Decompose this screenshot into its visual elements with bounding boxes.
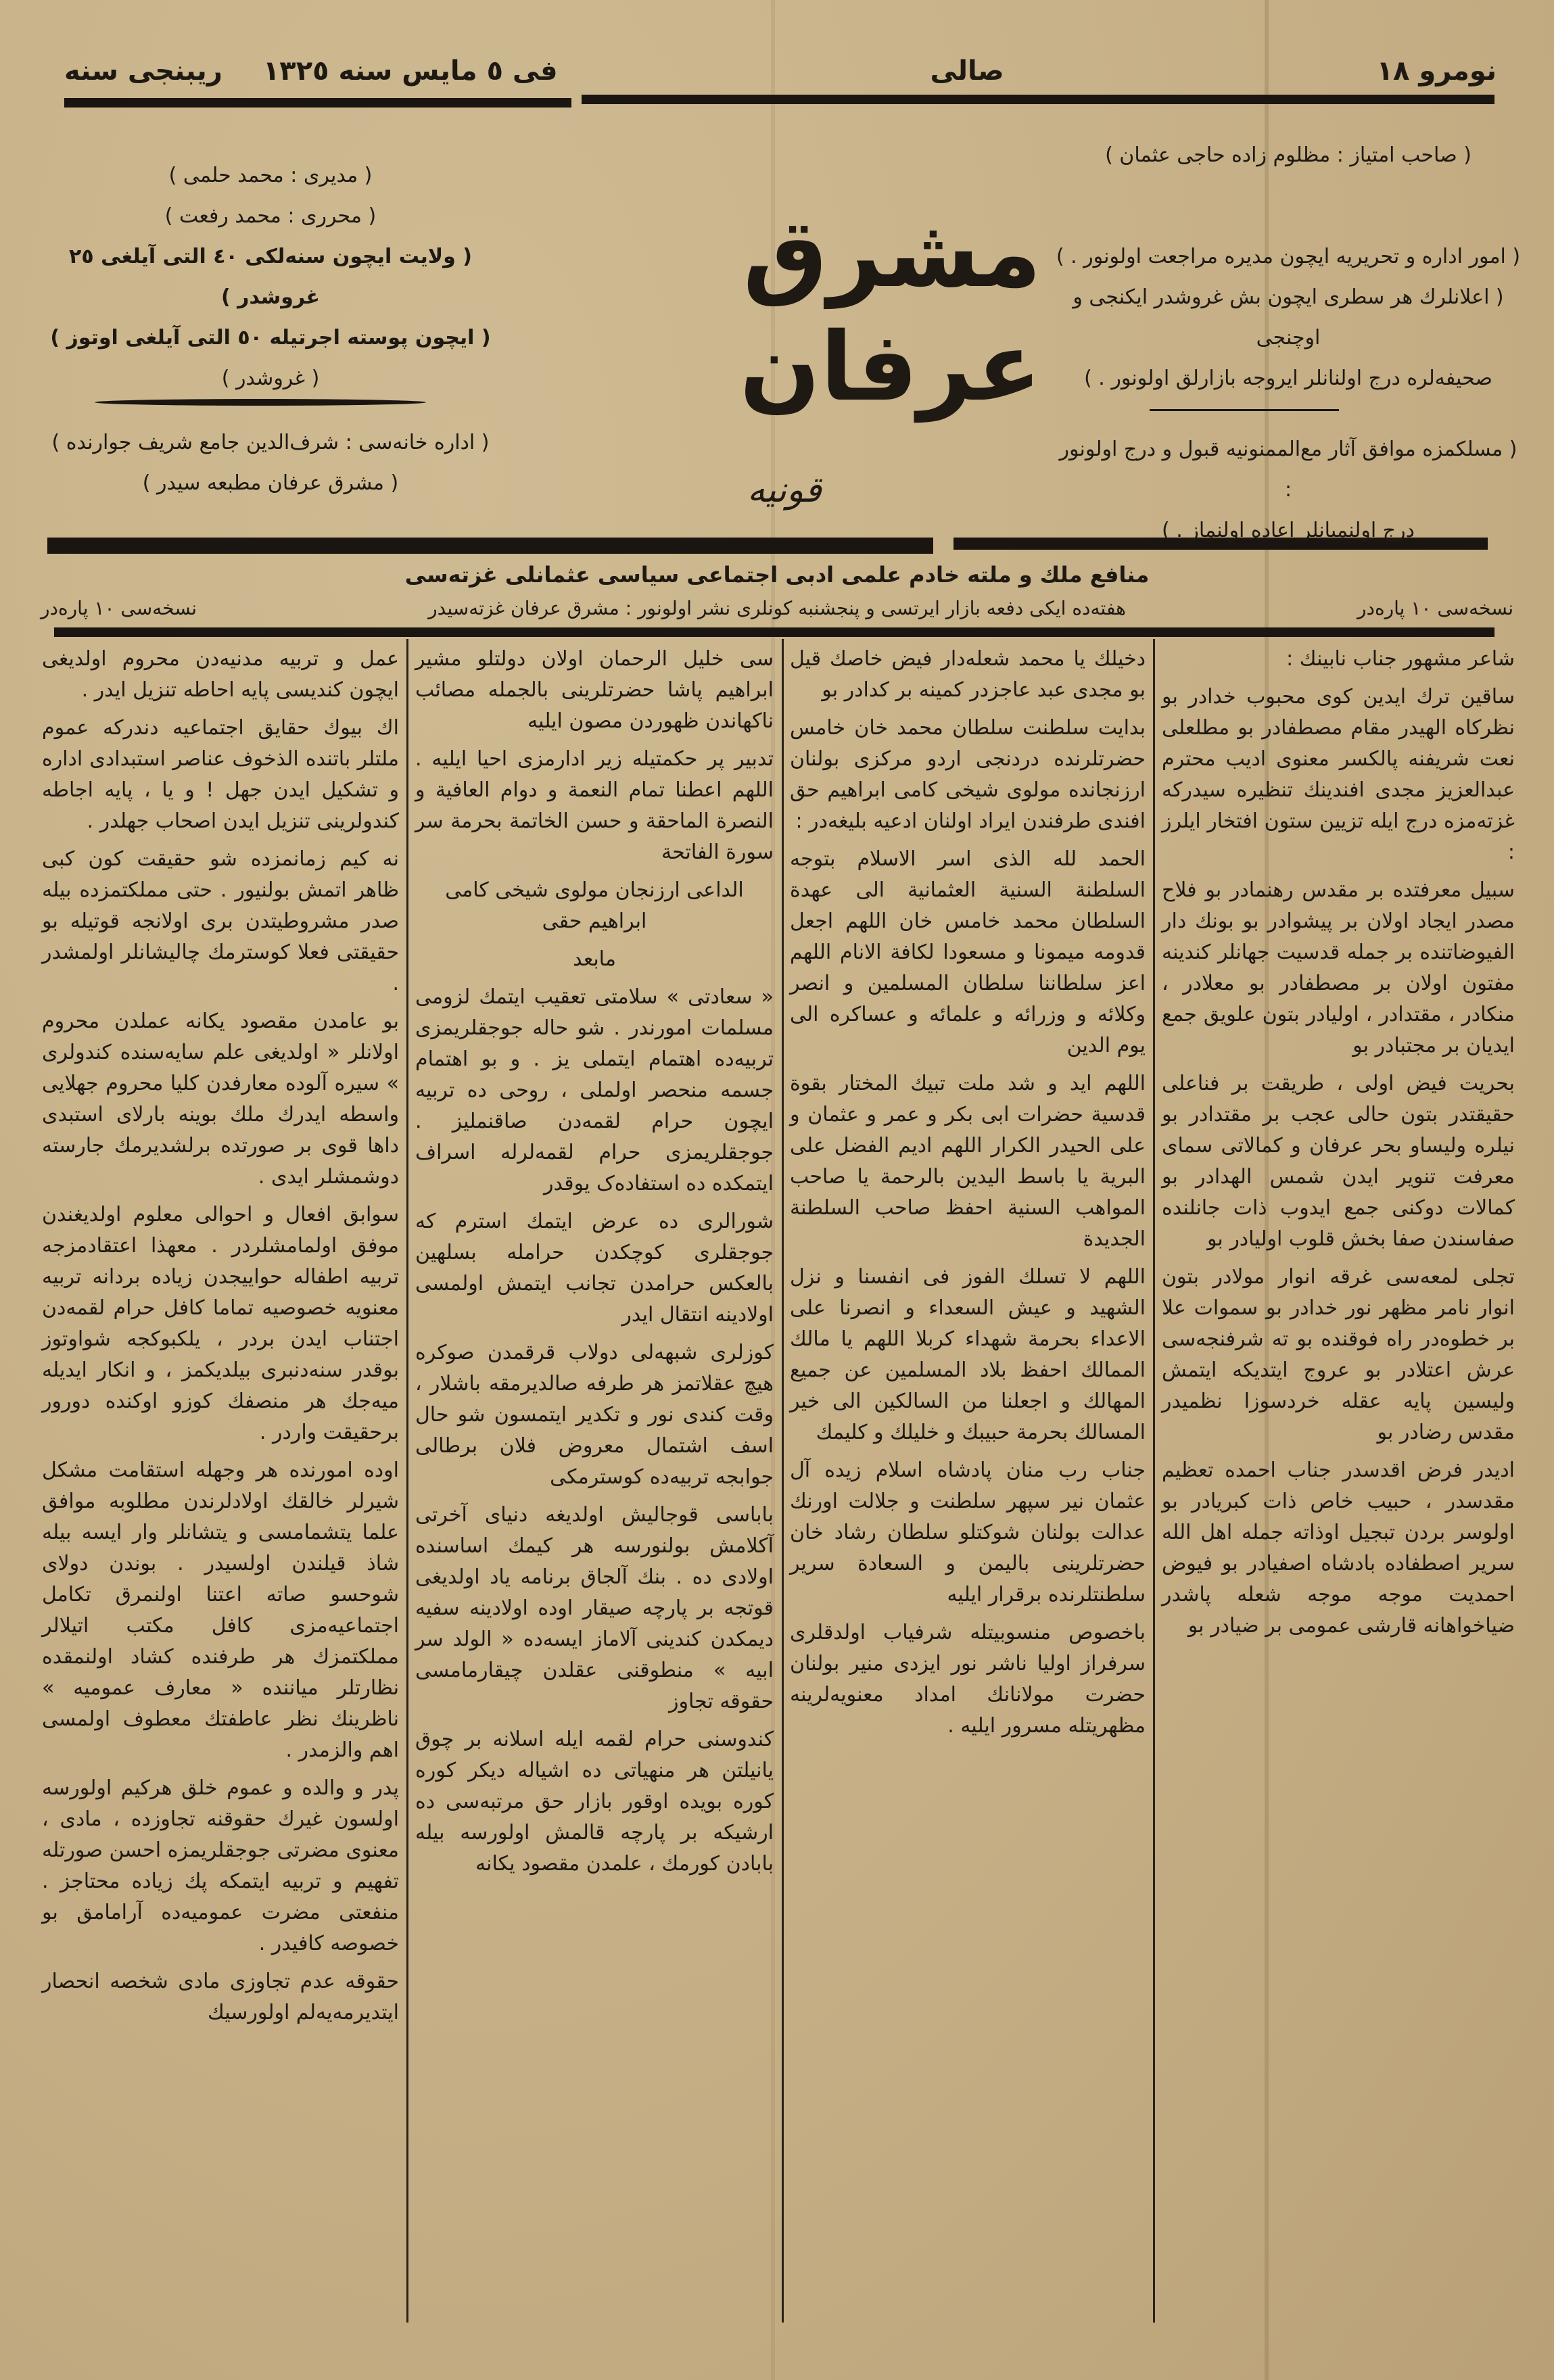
column-2 [790,644,1146,1748]
paragraph: تدبیر پر حکمتیله زیر ادارمزی احیا ایلیه . اللهم اعطنا تمام النعمة و دوام العافیة و النصرة الماحقة و حسن الخاتمة بحرمة سر سورة الفاتحة [415,747,774,864]
subscription-line: ( ولایت ایچون سنه‌لکی ٤٠ التی آیلغی ٢٥ غروشدر ) [69,245,472,309]
right-info-block [1055,135,1522,399]
ads-note: ( اعلانلرك هر سطری ایچون بش غروشدر ایکنجی و اوچنجی [1073,285,1504,350]
paragraph: پدر و والده و عموم خلق هرکیم اولورسه اولسون غیرك حقوقنه تجاوزده ، مادی ، معنوی مضرتی جوجقلریمزه احسن صورتله تفهیم و تربیه ایتمکه پك زیاده محتاجز . منفعتی مضرت عمومیه‌ده آرامامق بو خصوصه کافیدر . [42,1776,399,1955]
paragraph: شورالری ده عرض ایتمك استرم که جوجقلری کوچکدن حرامله بسلهین بالعکس حرامدن تجانب ایتمش اولمسی اولادینه انتقال ایدر [415,1210,774,1327]
paragraph: بحریت فیض اولی ، طریقت بر فناعلی حقیقتدر بتون حالی عجب بر مقتدادر بو نیلره ولیساو بحر عرفان و کمالاتی سمای معرفت تنویر ایدن شمس الهدادر بو کمالات دوکنی جمع ایدوب ذات جانلنده صفاسندن صفا بخش قلوب اولیادر بو [1162,1072,1515,1251]
paragraph: دخیلك یا محمد شعله‌دار فیض خاصك قیل بو مجدی عبد عاجزدر کمینه بر کدادر بو [790,647,1146,702]
column-divider [1153,639,1155,2323]
editor-line: ( محرری : محمد رفعت ) [164,204,377,228]
motto-band: منافع ملك و ملته خادم علمی ادبی اجتماعی سیاسی عثمانلی غزته‌سی [404,562,1150,588]
office-address: ( اداره خانه‌سی : شرف‌الدین جامع شریف جوارنده ) [51,431,490,454]
paragraph: باخصوص منسوبیتله شرفیاب اولدقلری سرفراز اولیا ناشر نور ایزدی منیر بولنان حضرت مولانانك امداد معنویه‌لرینه مظهریتله مسرور ایلیه . [790,1621,1146,1738]
column-3 [415,644,774,1886]
top-rule-left [64,98,571,108]
issue-year: ریبنجی سنه [64,55,222,87]
paragraph: باباسی قوجالیش اولدیغه دنیای آخرتی آکلامش بولنورسه هر کیمك اساسنده اولادی ده . بنك آلجاق برنامه یاد اولدیغی قوتجه بر پارچه صیقار اوده اولادینه سفیه دیمکدن کندینی آلاماز ایسه‌ده « الولد سر ابیه » منطوقنی عقلدن چیقارمامسی حقوقه تجاوز [415,1503,774,1713]
admin-note: ( امور اداره و تحریریه ایچون مدیره مراجعت اولونور . ) [1056,245,1521,268]
left-address-block [41,423,500,504]
paragraph: سوابق افعال و احوالی معلوم اولدیغندن موفق اولمامشلردر . معهذا اعتقادمزجه تربیه اطفاله حواییجدن زیاده بردانه تربیه معنویه خصوصیه تماما کافل حرام لقمه‌دن اجتناب ایدن بردر ، یلکبوکجه شواوتوز بوقدر سنه‌دنبری بیلدیکمز ، و انکار ایدیله میه‌جك هر منصفك کوزو اوکنده دورور برحقیقت واردر . [42,1203,399,1444]
paragraph: اك بیوك حقایق اجتماعیه دندرکه عموم ملتلر باتنده الذخوف عناصر استبدادی اداره و تشکیل ایدن جهل ! و یا ، پایه اجاطه کندولرینی تنزیل ایدن اصحاب جهلدر . [42,716,399,833]
dotted-divider [1150,409,1339,411]
paragraph: سی خلیل الرحمان اولان دولتلو مشیر ابراهیم پاشا حضرتلرینی بالجمله مصائب ناکهاندن ظهوردن مصون ایلیه [415,647,774,733]
schedule-band [41,594,1513,623]
submission-note: ( مسلکمزه موافق آثار مع‌الممنونیه قبول و درج اولونور : [1059,437,1517,502]
signature-line: الداعی ارزنجان مولوی شیخی کامی ابراهیم حقی [445,878,744,933]
paragraph: جناب رب منان پادشاه اسلام زیده آل عثمان نیر سپهر سلطنت و جلالت اورنك عدالت بولنان شوکتلو سلطان رشاد خان حضرتلرینی بالیمن و السعادة سریر سلطنتلرنده برقرار ایلیه [790,1458,1146,1606]
price-right: نسخه‌سی ١٠ پاره‌در [1357,597,1513,619]
issue-date: فی ٥ مایس سنه ١٣٢٥ [262,55,558,87]
band-rule-bottom [54,627,1494,637]
issue-day: صالی [930,55,1004,87]
paragraph: اللهم لا تسلك الفوز فی انفسنا و نزل الشهید و عیش السعداء و انصرنا علی الاعداء بحرمة شهداء کربلا اللهم یا مالك الممالك احفظ بلاد المسلمین عن جمیع المهالك و اجعلنا من السالکین الی خیر المسالك بحرمة حبیبك و خلیلك و کلیمك [790,1265,1146,1444]
city-name: قونیه [747,470,822,510]
paragraph: شاعر مشهور جناب نابینك : [1286,647,1515,671]
paragraph: حقوقه عدم تجاوزی مادی شخصه انحصار ایتدیرمه‌یه‌لم اولورسیك [42,1970,399,2024]
band-rule-top [47,538,933,554]
paragraph: بدایت سلطنت سلطان محمد خان خامس حضرتلرنده دردنجی اردو مرکزی بولنان ارزنجانده مولوی شیخی کامی ابراهیم حق افندی طرفندن ایراد اولنان ادعیه بلیغه‌در : [790,716,1146,833]
paragraph: « سعادتی » سلامتی تعقیب ایتمك لزومی مسلمات امورندر . شو حاله جوجقلریمزی تربیه‌ده اهتمام ایتملی یز . و بو اهتمام جسمه منحصر اولملی ، روحی ده تربیه ایچون حرام لقمه‌دن صاقنملیز . جوجقلریمزی حرام لقمه‌لرله اسراف ایتمکده ده استفاده‌ک یوقدر [415,985,774,1195]
issue-date-group [64,55,558,87]
masthead-topbar [64,47,1497,95]
schedule-text: هفته‌ده ایکی دفعه بازار ایرتسی و پنجشنبه کونلری نشر اولونور : مشرق عرفان غزته‌سیدر [428,597,1126,619]
subscription-line: ( ایچون پوسته اجرتیله ٥٠ التی آیلغی اوتوز ) [50,326,491,350]
section-heading: مابعد [573,947,616,971]
paragraph: ادیدر فرض اقدسدر جناب احمده تعظیم مقدسدر ، حبیب خاص ذات کبریادر بو اولوسر بردن تبجیل اوذاته جمله اهل الله سریر اصطفاده بادشاه اصفیادر بو فیوض احمدیت موجه موجه شعله پاشدر ضیاخواهانه قارشی عمومی بر ضیادر بو [1162,1458,1515,1638]
paragraph: الحمد لله الذی اسر الاسلام بتوجه السلطنة السنیة العثمانیة الی عهدة السلطان محمد خامس خان اللهم اجعل قدومه میمونا و مسعودا لکافة الانام اللهم اعز سلطاننا سلطان المسلمین و انصر وکلائه و وزرائه و علمائه و عساکره الی یوم الدین [790,847,1146,1057]
subscription-line: ( غروشدر ) [221,366,320,390]
director-line: ( مدیری : محمد حلمی ) [168,164,373,187]
left-info-block [41,156,500,399]
column-divider [406,639,408,2323]
column-4 [42,644,399,2035]
price-left: نسخه‌سی ١٠ پاره‌در [41,597,197,619]
paragraph: نه کیم زمانمزده شو حقیقت کون کبی ظاهر اتمش بولنیور . حتی مملکتمزده بیله صدر مشروطیتدن بری اولانجه قوتیله بو حقیقتی فعلا کوسترمك چالیشانلر اولمشدر . [42,847,399,995]
paragraph: کندوسنی حرام لقمه ایله اسلانه بر چوق یانیلتن هر منهیاتی ده اشیاله دیکر کوره کوره بویده اوقور بازار حق مرتبه‌سی ده ارشیکه بر پارچه قالمش اولورسه بیله بابادن کورمك ، علمدن مقصود یکانه [415,1728,774,1876]
paragraph: ساقین ترك ایدین کوی محبوب خدادر بو نظرکاه الهیدر مقام مصطفادر بو مطلعلی نعت شریفنه پالکسر معنوی ادیب محترم عبدالعزیز مجدی افندینك تنظیره سیدرکه غزته‌مزه درج ایله تزیین ستون افتخار ایلرز : [1162,685,1515,864]
paragraph: بو عامدن مقصود یکانه عملدن محروم اولانلر « اولدیغی علم سایه‌سنده کندولری » سیره آلوده معارفدن کلیا محروم جهلایی واسطه ایدرك ملك بوینه بارلای استبدی داها قوی بر صورتده برلشدیرمك جارسته دوشمشلر ایدی . [42,1009,399,1189]
right-note-block [1055,429,1522,551]
paragraph: اوده امورنده هر وجهله استقامت مشکل شیرلر خالقك اولادلرندن مطلوبه موافق علما یتشمامسی و یتشانلر وار ایسه بیله شاذ قیلندن اولسیدر . بوندن دولای شوحسو صاته اعتنا اولنمرق تکامل اجتماعیه‌مزی کافل مکتب اتیلالر مملکتمزك هر طرفنده کشاد اولنمقده نظارتلر میاننده « معارف عمومیه » ناظرینك نظر عاطفتك معطوف اولمسی اهم والزمدر . [42,1458,399,1762]
paragraph: سبیل معرفتده بر مقدس رهنمادر بو فلاح مصدر ایجاد اولان بر پیشوادر بو بونك دار الفیوضاتنده بر جمله قدسیت جهانلر کندینه مفتون اولان بر مصطفادر بو معلادر ، منکادر ، مقتدادر ، اولیادر بتون علویق جمع ایدیان بر مجتبادر بو [1162,878,1515,1057]
submission-note: درج اولنمیانلر اعاده اولنماز . ) [1162,519,1415,542]
printing-house: ( مشرق عرفان مطبعه سیدر ) [142,471,399,495]
paragraph: کوزلری شبهه‌لی دولاب قرقمدن صوکره هیچ عقلاتمز هر طرفه صالدیرمقه باشلار ، وقت کندی نور و تکدیر ایتمسون شو حال اسف اشتمال معروض فلان برطالی جوابجه تربیه‌ده کوسترمکی [415,1341,774,1489]
paragraph: تجلی لمعه‌سی غرقه انوار مولادر بتون انوار نامر مظهر نور خدادر بو سموات علا بر خطوه‌در راه فوقنده بو ته شرفنجه‌سی عرش اعتلادر بو عروج ایتدیکه ایتمش ولیسین پایه عقله خردسوزا نظمیدر مقدس رضادر بو [1162,1265,1515,1444]
ads-note: صحیفه‌لره درج اولنانلر ایروجه بازارلق اولونور . ) [1084,366,1492,390]
ornament-divider [95,399,426,406]
paragraph: اللهم اید و شد ملت تبیك المختار بقوة قدسیة حضرات ابی بکر و عمر و عثمان و علی الحیدر الکرار اللهم ادیم الفضل علی البریة یا باسط الیدین بالرحمة یا صاحب المواهب السنیة احفظ صاحب السلطنة الجدیدة [790,1072,1146,1251]
column-divider [782,639,784,2323]
top-rule-right [582,95,1494,104]
owner-line: ( صاحب امتیاز : مظلوم زاده حاجی عثمان ) [1105,143,1471,167]
newspaper-title-logo [514,189,1041,433]
column-1 [1162,644,1515,1648]
paragraph: عمل و تربیه مدنیه‌دن محروم اولدیغی ایچون کندیسی پایه احاطه تنزیل ایدر . [42,647,399,702]
issue-number: نومرو ۱۸ [1376,55,1497,87]
title-text: مشرق عرفان [739,199,1041,423]
